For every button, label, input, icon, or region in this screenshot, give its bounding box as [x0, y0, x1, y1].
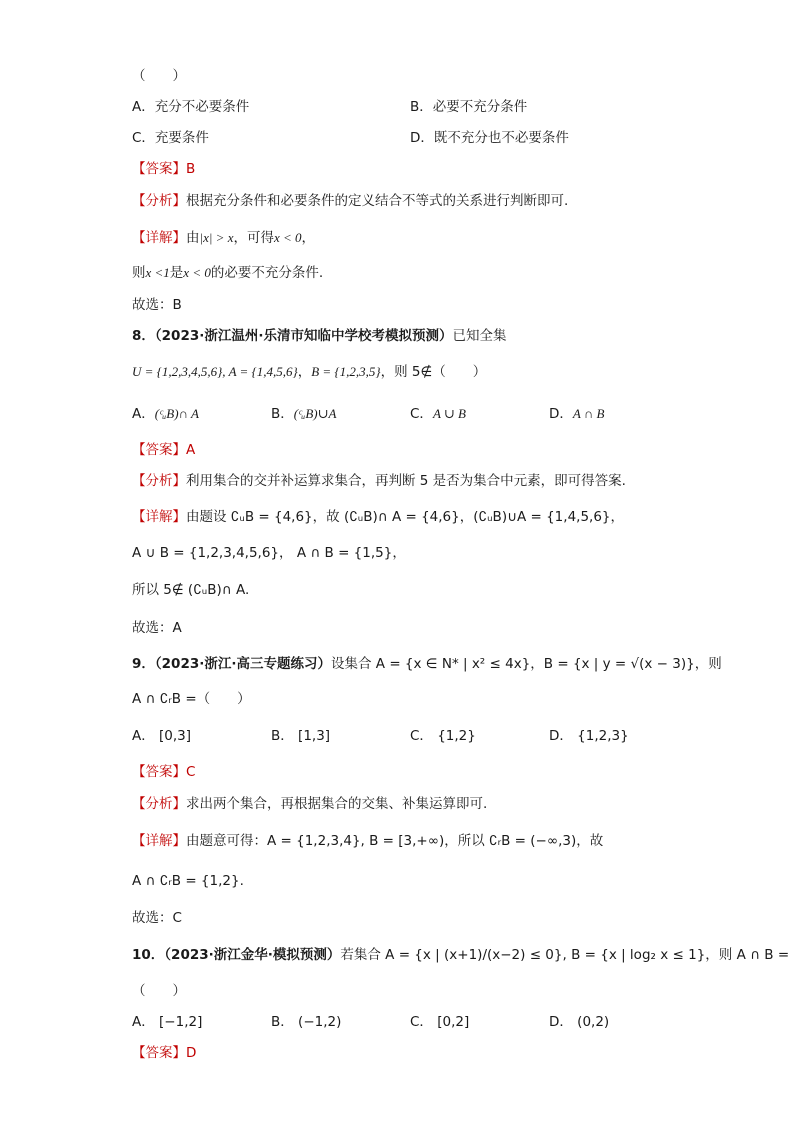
detail-text: 由	[186, 230, 200, 246]
detail-text: 是	[169, 265, 184, 281]
answer-value: D	[186, 1045, 197, 1061]
question-number: 8．	[132, 328, 155, 344]
question-source: （2023·浙江温州·乐清市知临中学校考模拟预测）	[154, 328, 453, 344]
q8-stem-2	[132, 362, 486, 382]
detail-text: ，	[301, 230, 316, 246]
option-math: A ∪ B	[432, 406, 466, 421]
q9-option-a: A． [0,3]	[132, 728, 192, 744]
q10-option-d: D． (0,2)	[549, 1014, 610, 1030]
detail-text: 则	[132, 265, 146, 281]
q9-choose: 故选：C	[132, 910, 182, 926]
q9-option-b: B． [1,3]	[271, 728, 331, 744]
q8-choose: 故选：A	[132, 620, 182, 636]
q7-paren: （ ）	[132, 68, 186, 84]
answer-tag: 【答案】	[132, 764, 186, 780]
option-math: (ᶜᵤB)∩ A	[154, 406, 199, 421]
q10-paren: （ ）	[132, 983, 186, 999]
q7-detail-1	[132, 228, 315, 248]
stem-math: B = {1,2,3,5}	[311, 364, 381, 379]
q7-option-c: C．充要条件	[132, 130, 209, 146]
q10-answer	[132, 1043, 196, 1063]
analysis-text: 根据充分条件和必要条件的定义结合不等式的关系进行判断即可.	[186, 193, 569, 209]
analysis-text: 利用集合的交并补运算求集合，再判断 5 是否为集合中元素，即可得答案.	[186, 473, 626, 489]
q7-analysis	[132, 191, 568, 211]
q9-analysis	[132, 794, 487, 814]
q10-option-a: A． [−1,2]	[132, 1014, 203, 1030]
q8-detail-2: A ∪ B = {1,2,3,4,5,6}， A ∩ B = {1,5}，	[132, 545, 406, 561]
q8-answer	[132, 440, 195, 460]
q7-option-a: A．充分不必要条件	[132, 99, 250, 115]
q10-option-b: B． (−1,2)	[271, 1014, 342, 1030]
detail-math: x < 0	[183, 265, 211, 280]
option-letter: D．	[549, 406, 573, 422]
answer-value: C	[186, 764, 196, 780]
q9-stem-2: A ∩ ∁ᵣB =（ ）	[132, 691, 251, 707]
question-stem: 设集合 A = {x ∈ N* | x² ≤ 4x}，B = {x | y = √(x − 3)}，则	[331, 656, 722, 672]
q10-option-c: C． [0,2]	[410, 1014, 470, 1030]
question-stem: 若集合 A = {x | (x+1)/(x−2) ≤ 0}, B = {x | log₂ x ≤ 1}，则 A ∩ B =	[340, 947, 790, 963]
detail-text: 的必要不充分条件.	[210, 265, 324, 281]
detail-text: 由题设 ∁ᵤB = {4,6}，故 (∁ᵤB)∩ A = {4,6}，(∁ᵤB)∪A = {1,4,5,6}，	[186, 509, 625, 525]
q7-option-d: D．既不充分也不必要条件	[410, 130, 569, 146]
stem-text: ，则 5∉（ ）	[380, 364, 487, 380]
q8-analysis	[132, 471, 626, 491]
q8-detail-3: 所以 5∉ (∁ᵤB)∩ A.	[132, 582, 250, 598]
q9-option-d: D． {1,2,3}	[549, 728, 629, 744]
option-letter: A．	[132, 406, 155, 422]
q8-option-d	[549, 404, 604, 424]
stem-math: U = {1,2,3,4,5,6}, A = {1,4,5,6}	[132, 364, 298, 379]
q7-detail-2	[132, 263, 323, 283]
analysis-text: 求出两个集合，再根据集合的交集、补集运算即可.	[186, 796, 488, 812]
q9-stem	[132, 654, 722, 674]
answer-tag: 【答案】	[132, 1045, 186, 1061]
analysis-tag: 【分析】	[132, 473, 186, 489]
q8-option-a	[132, 404, 199, 424]
detail-tag: 【详解】	[132, 230, 186, 246]
option-math: A ∩ B	[572, 406, 605, 421]
detail-text: 由题意可得：A = {1,2,3,4}, B = [3,+∞)，所以 ∁ᵣB = (−∞,3)，故	[186, 833, 604, 849]
detail-math: |x| > x	[199, 230, 234, 245]
q9-detail-1	[132, 831, 603, 851]
q8-option-c	[410, 404, 466, 424]
q7-answer	[132, 159, 195, 179]
q7-choose: 故选：B	[132, 297, 182, 313]
question-source: （2023·浙江·高三专题练习）	[154, 656, 331, 672]
option-letter: B．	[271, 406, 294, 422]
detail-tag: 【详解】	[132, 833, 186, 849]
question-source: （2023·浙江金华·模拟预测）	[164, 947, 341, 963]
stem-text: ，	[297, 364, 312, 380]
detail-math: x < 0	[273, 230, 302, 245]
question-number: 9．	[132, 656, 155, 672]
q9-option-c: C． {1,2}	[410, 728, 476, 744]
q8-stem	[132, 326, 507, 346]
q9-answer	[132, 762, 195, 782]
answer-tag: 【答案】	[132, 442, 186, 458]
question-number: 10．	[132, 947, 165, 963]
q8-option-b	[271, 404, 336, 424]
q9-detail-2: A ∩ ∁ᵣB = {1,2}.	[132, 873, 244, 889]
option-letter: C．	[410, 406, 433, 422]
detail-math: x <1	[145, 265, 170, 280]
analysis-tag: 【分析】	[132, 193, 186, 209]
q10-stem	[132, 945, 789, 965]
detail-tag: 【详解】	[132, 509, 186, 525]
q7-option-b: B．必要不充分条件	[410, 99, 528, 115]
answer-tag: 【答案】	[132, 161, 186, 177]
answer-value: A	[186, 442, 196, 458]
option-math: (ᶜᵤB)∪A	[293, 406, 337, 421]
question-stem: 已知全集	[452, 328, 507, 344]
q8-detail-1	[132, 507, 624, 527]
detail-text: ，可得	[233, 230, 274, 246]
answer-value: B	[186, 161, 196, 177]
analysis-tag: 【分析】	[132, 796, 186, 812]
